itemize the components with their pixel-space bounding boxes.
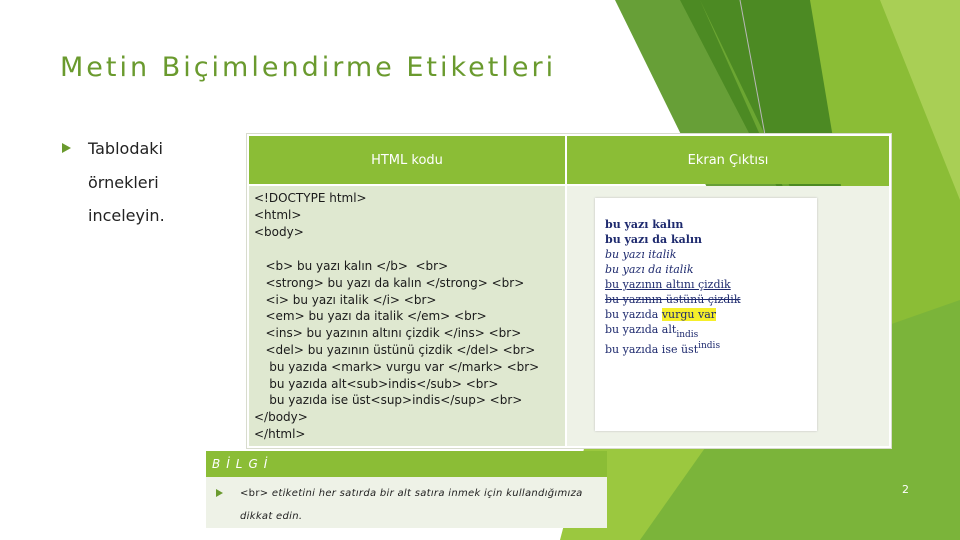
code-line-12: bu yazıda alt<sub>indis</sub> <br> — [254, 377, 499, 391]
code-line-5: <b> bu yazı kalın </b> <br> — [254, 259, 449, 273]
output-del: bu yazının üstünü çizdik — [605, 293, 741, 306]
code-line-14: </body> — [254, 410, 308, 424]
output-bold: bu yazı kalın — [605, 218, 684, 231]
code-line-6: <strong> bu yazı da kalın </strong> <br> — [254, 276, 525, 290]
output-strong: bu yazı da kalın — [605, 233, 703, 246]
output-em: bu yazı da italik — [605, 263, 694, 276]
code-line-9: <ins> bu yazının altını çizdik </ins> <br> — [254, 326, 522, 340]
info-box-body — [206, 477, 607, 528]
output-sup-prefix: bu yazıda ise üst — [605, 343, 699, 356]
output-sub-prefix: bu yazıda alt — [605, 323, 677, 336]
code-line-15: </html> — [254, 427, 306, 441]
browser-output-screenshot — [595, 198, 817, 431]
html-code-cell — [249, 186, 565, 446]
info-bullet-arrow-icon — [216, 489, 223, 497]
bullet-line-1: Tablodaki — [88, 139, 163, 158]
bullet-line-3: inceleyin. — [88, 206, 165, 225]
output-sup: indis — [698, 341, 721, 351]
table-header-html-code: HTML kodu — [249, 136, 565, 184]
page-number: 2 — [902, 483, 909, 496]
info-box-heading: BİLGİ — [206, 451, 607, 477]
bullet-line-2: örnekleri — [88, 173, 159, 192]
code-line-8: <em> bu yazı da italik </em> <br> — [254, 309, 487, 323]
info-br-tag: <br> — [240, 488, 269, 499]
table-header-screen-output: Ekran Çıktısı — [567, 136, 889, 184]
code-line-1: <!DOCTYPE html> — [254, 191, 367, 205]
code-line-7: <i> bu yazı italik </i> <br> — [254, 293, 437, 307]
code-line-3: <body> — [254, 225, 304, 239]
output-italic: bu yazı italik — [605, 248, 677, 261]
output-mark-prefix: bu yazıda — [605, 308, 662, 321]
output-mark: vurgu var — [661, 308, 717, 321]
code-line-13: bu yazıda ise üst<sup>indis</sup> <br> — [254, 393, 523, 407]
bullet-arrow-icon — [62, 143, 71, 153]
output-sub: indis — [676, 330, 699, 340]
example-table — [247, 134, 891, 448]
code-line-11: bu yazıda <mark> vurgu var </mark> <br> — [254, 360, 540, 374]
slide-title: Metin Biçimlendirme Etiketleri — [60, 52, 557, 83]
output-ins: bu yazının altını çizdik — [605, 278, 731, 291]
info-text-line-2: dikkat edin. — [240, 511, 303, 522]
info-text-line-1: etiketini her satırda bir alt satıra inmek için kullandığımıza — [268, 488, 583, 499]
code-line-10: <del> bu yazının üstünü çizdik </del> <br> — [254, 343, 536, 357]
code-line-2: <html> — [254, 208, 302, 222]
